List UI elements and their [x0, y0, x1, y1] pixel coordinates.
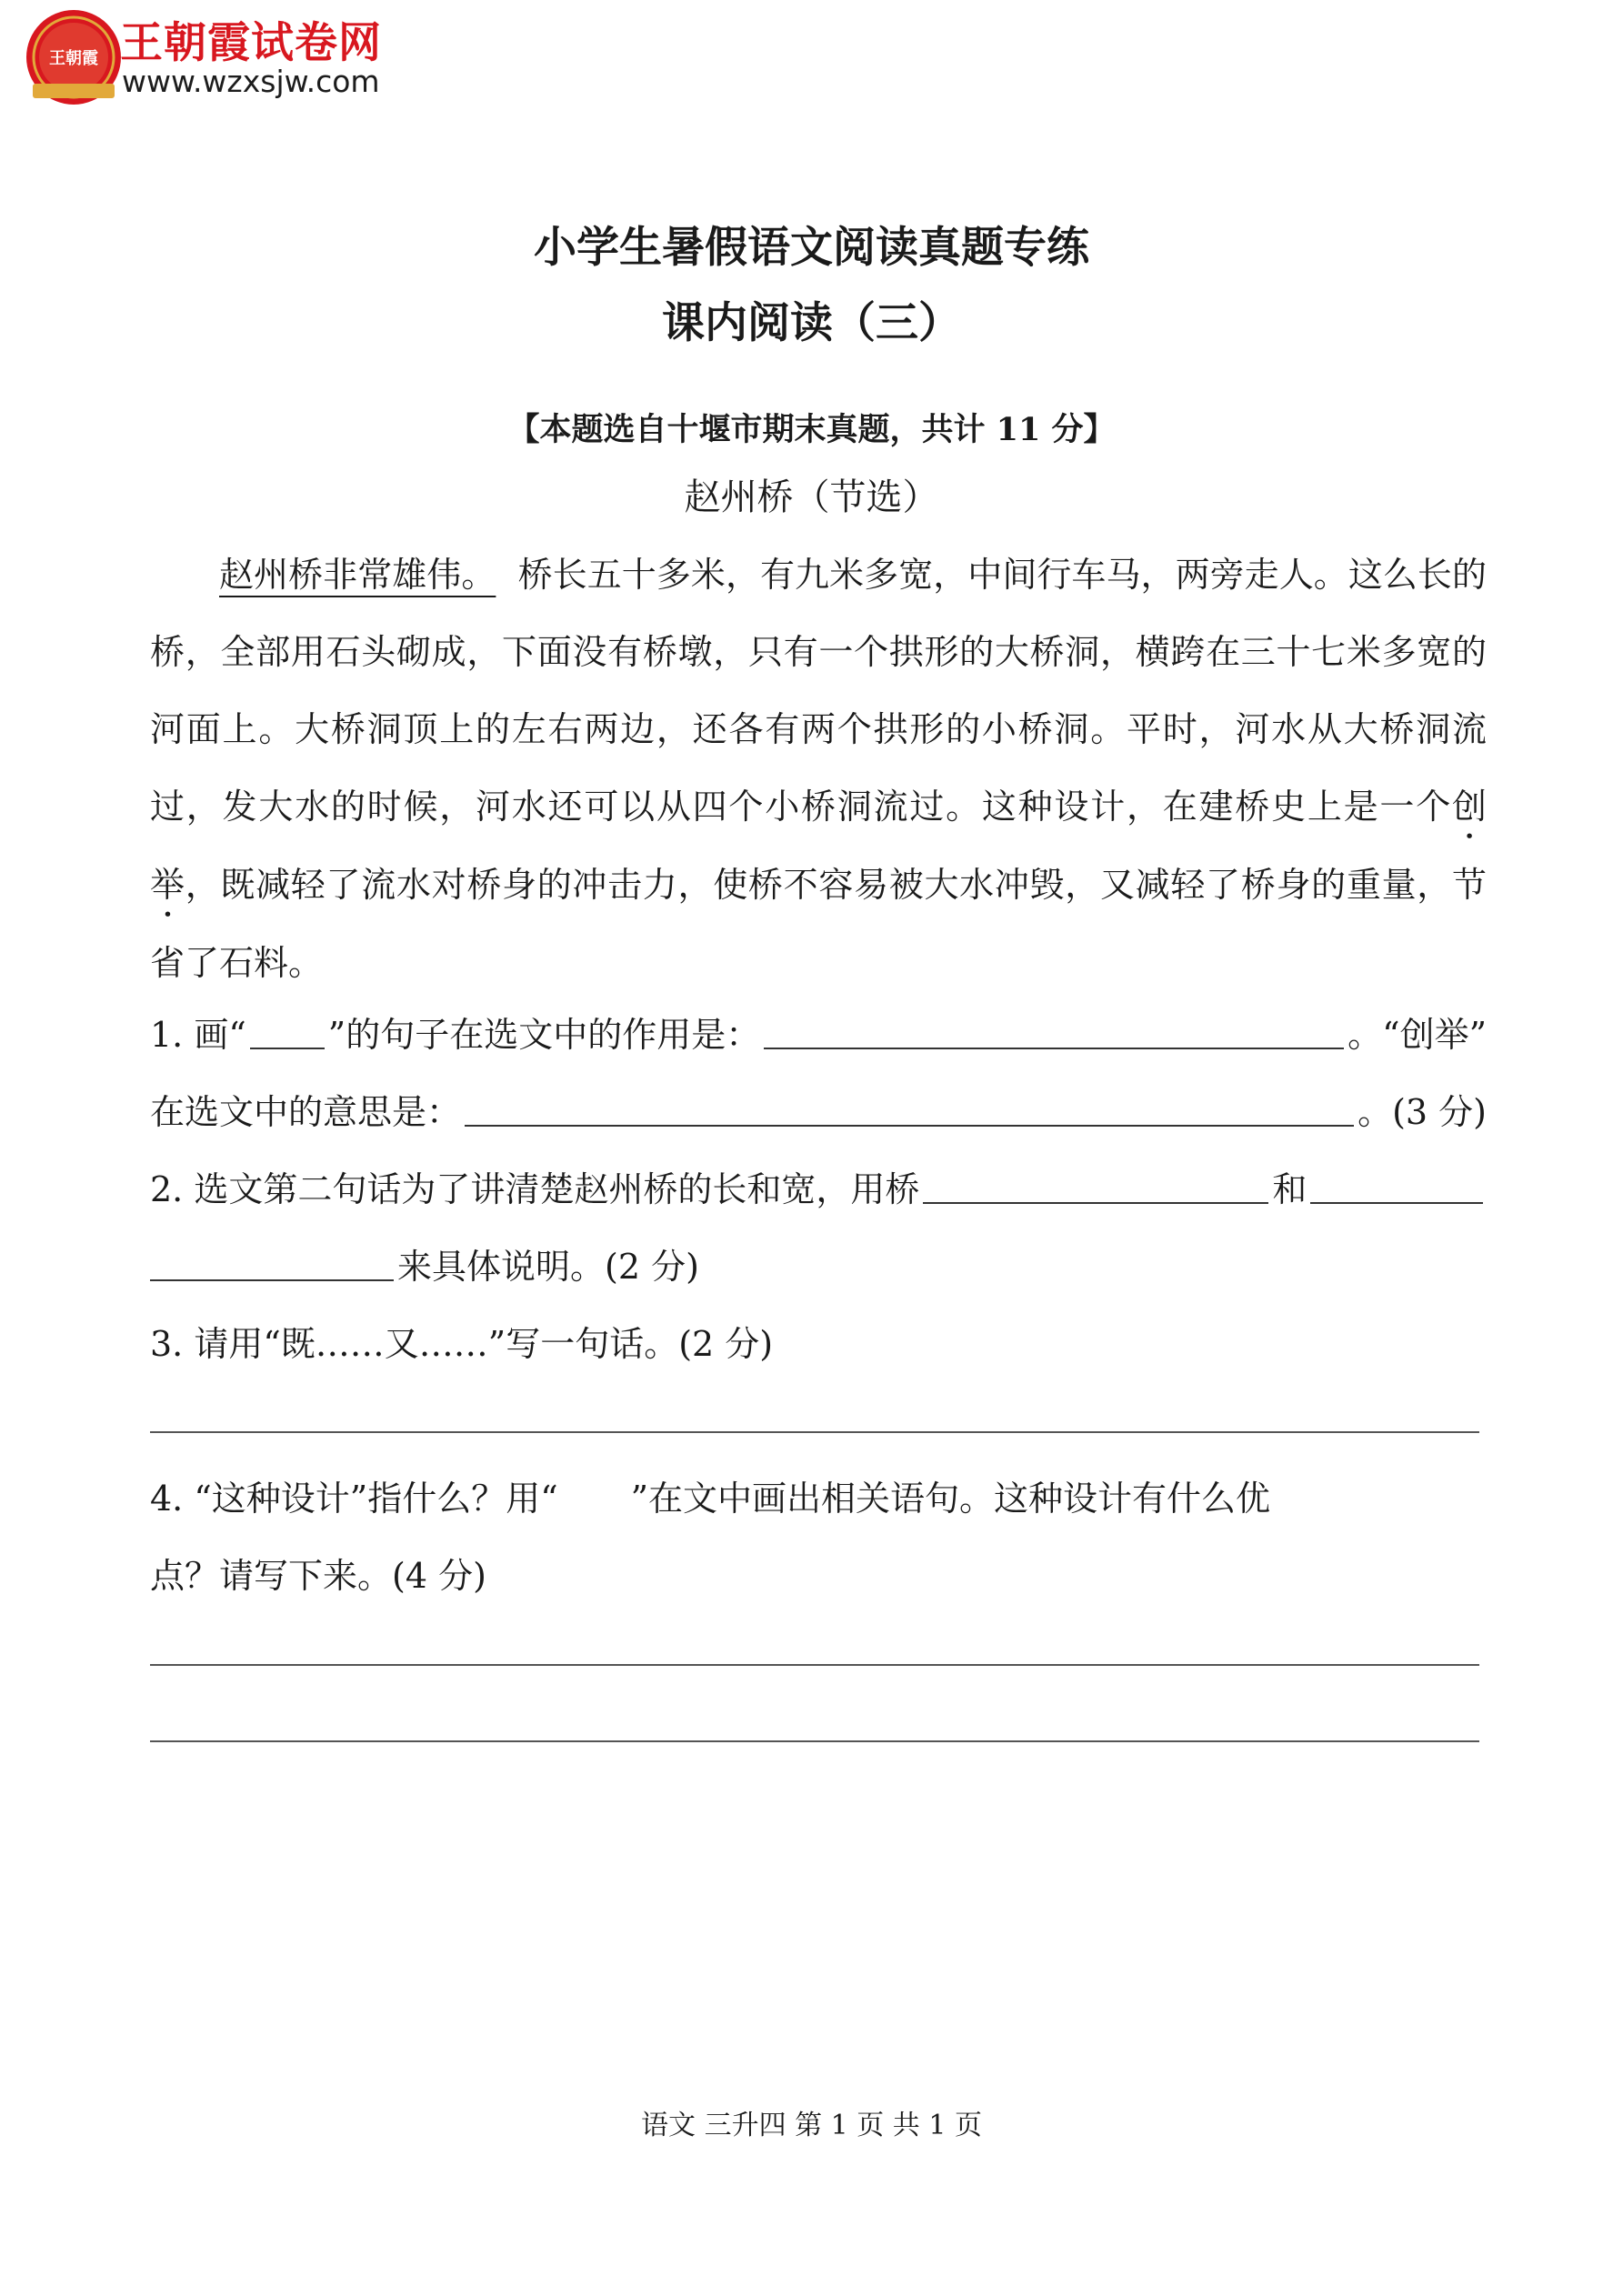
question-4-line-2 — [150, 1534, 1487, 1611]
question-4-line-1 — [150, 1457, 1487, 1534]
q1-answer-blank-2[interactable] — [465, 1092, 1354, 1127]
q1-text-a: 1. 画“ — [150, 1015, 246, 1055]
reading-passage — [150, 536, 1487, 1002]
brand-name: 王朝霞试卷网 — [120, 18, 382, 68]
q1-text-e: 。(3 分) — [1358, 1092, 1487, 1132]
page-footer: 语文 三升四 第 1 页 共 1 页 — [641, 2110, 982, 2141]
q4-answer-line-2[interactable] — [150, 1740, 1479, 1742]
page-subtitle: 课内阅读（三） — [662, 298, 961, 348]
q2-answer-blank-1[interactable] — [923, 1169, 1268, 1204]
q4-text-b: ”在文中画出相关语句。这种设计有什么优 — [630, 1479, 1271, 1519]
passage-dotted-word: 创举 — [150, 787, 1487, 905]
passage-underlined-sentence: 赵州桥非常雄伟。 — [219, 555, 496, 595]
brand-url[interactable]: www.wzxsjw.com — [122, 64, 380, 99]
passage-text-part2: ，既减轻了流水对桥身的冲击力，使桥不容易被大水冲毁，又减轻了桥身的重量，节省了石料。 — [150, 865, 1487, 983]
site-logo — [24, 7, 124, 107]
q3-answer-line[interactable] — [150, 1431, 1479, 1433]
source-note: 【本题选自十堰市期末真题，共计 11 分】 — [507, 411, 1116, 448]
q2-answer-blank-2b[interactable] — [150, 1247, 394, 1281]
passage-title: 赵州桥（节选） — [684, 476, 939, 518]
q1-answer-blank-1[interactable] — [764, 1015, 1344, 1049]
page-title: 小学生暑假语文阅读真题专练 — [534, 223, 1089, 273]
q1-text-d: 在选文中的意思是： — [150, 1092, 462, 1132]
question-3 — [150, 1302, 1487, 1379]
q1-text-b: ”的句子在选文中的作用是： — [327, 1015, 761, 1055]
question-1-line-1 — [150, 993, 1487, 1070]
q1-underline-sample — [250, 1015, 325, 1049]
q2-text-a: 2. 选文第二句话为了讲清楚赵州桥的长和宽，用桥 — [150, 1169, 920, 1209]
logo-text: 王朝霞 — [49, 49, 98, 68]
q2-answer-blank-2a[interactable] — [1310, 1169, 1483, 1204]
q1-text-c: 。“创举” — [1347, 1015, 1487, 1055]
q3-text: 3. 请用“既……又……”写一句话。(2 分) — [150, 1324, 774, 1364]
question-1-line-2 — [150, 1070, 1487, 1148]
q4-text-a: 4. “这种设计”指什么？用“ — [150, 1479, 558, 1519]
q2-text-b: 和 — [1272, 1169, 1307, 1209]
q2-text-c: 来具体说明。(2 分) — [397, 1247, 699, 1287]
question-2-line-1 — [150, 1148, 1487, 1225]
passage-text-part1: 桥长五十多米，有九米多宽，中间行车马，两旁走人。这么长的桥，全部用石头砌成，下面没有桥墩，只有一个拱形的大桥洞，横跨在三十七米多宽的河面上。大桥洞顶上的左右两边，还各有两个拱形的小桥洞。平时，河水从大桥洞流过，发大水的时候，河水还可以从四个小桥洞流过。这种设计，在建桥史上是一个 — [150, 555, 1487, 827]
q4-answer-line-1[interactable] — [150, 1664, 1479, 1666]
question-2-line-2 — [150, 1225, 1487, 1302]
q4-text-c: 点？请写下来。(4 分) — [150, 1556, 486, 1596]
